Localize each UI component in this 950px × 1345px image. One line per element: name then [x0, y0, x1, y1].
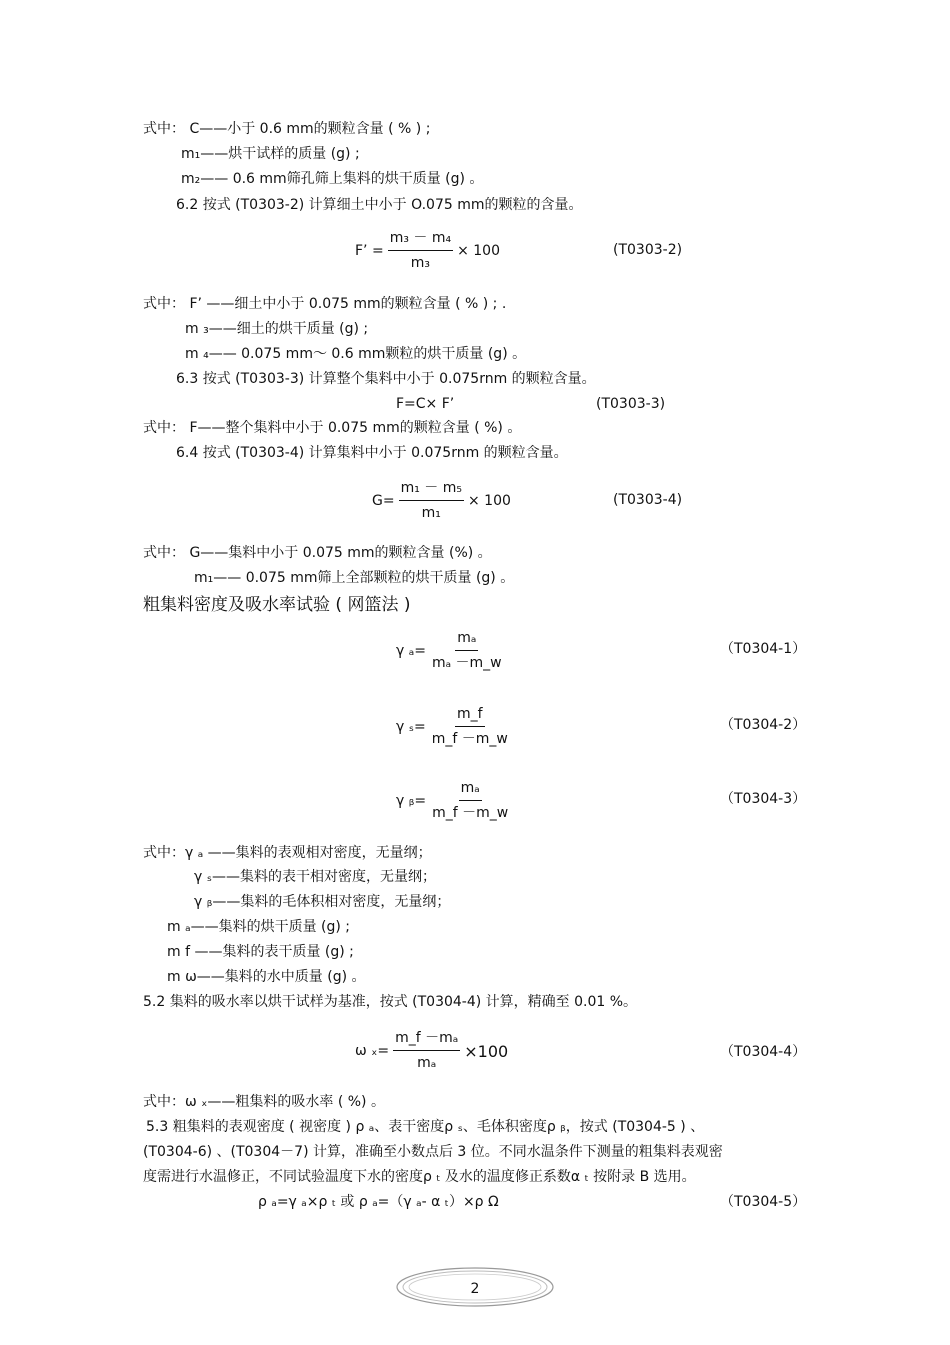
equation-number: （T0304-3） [720, 791, 807, 807]
text-line: m ₃——细土的烘干质量 (g) ; [185, 321, 369, 337]
fraction-denominator: mₐ －m_w [431, 655, 502, 671]
text-line: 6.4 按式 (T0303-4) 计算集料中小于 0.075rnm 的颗粒含量。 [176, 445, 568, 461]
fraction [430, 630, 504, 672]
equation-t0303-4 [372, 480, 511, 522]
equation-lhs: F’ = [355, 243, 384, 259]
equation-t0303-2 [355, 230, 500, 272]
text-line: 式中：ω ₓ——粗集料的吸水率 ( %) 。 [143, 1094, 385, 1110]
equation-lhs: ω ₓ= [355, 1043, 390, 1059]
text-line: m ₐ——集料的烘干质量 (g) ; [167, 919, 350, 935]
text-line: 式中： G——集料中小于 0.075 mm的颗粒含量 (%) 。 [143, 545, 492, 561]
text-line: m₂—— 0.6 mm筛孔筛上集料的烘干质量 (g) 。 [181, 171, 484, 187]
text-line: 6.2 按式 (T0303-2) 计算细土中小于 O.075 mm的颗粒的含量。 [176, 197, 583, 213]
fraction-numerator: mₐ [455, 630, 478, 651]
fraction [393, 1030, 460, 1072]
text-line: 度需进行水温修正，不同试验温度下水的密度ρ ₜ 及水的温度修正系数α ₜ 按附录 B 选用。 [143, 1169, 696, 1185]
text-line: 式中：γ ₐ ——集料的表观相对密度，无量纲； [143, 845, 432, 861]
equation-rhs: × 100 [457, 243, 500, 259]
equation-t0303-3: F=C× F’ [396, 396, 455, 412]
equation-number: （T0304-1） [720, 641, 807, 657]
text-line: 式中： F’ ——细土中小于 0.075 mm的颗粒含量 ( % ) ; . [143, 296, 507, 312]
equation-number: (T0303-2) [613, 242, 683, 258]
equation-rhs: ×100 [464, 1041, 509, 1061]
equation-t0304-1 [396, 630, 504, 672]
text-line: γ ᵦ——集料的毛体积相对密度，无量纲； [194, 894, 451, 910]
equation-number: (T0303-3) [596, 396, 666, 412]
equation-number: （T0304-5） [720, 1194, 807, 1210]
equation-number: （T0304-4） [720, 1044, 807, 1060]
fraction [399, 480, 464, 522]
equation-lhs: G= [372, 493, 395, 509]
text-line: 式中： C——小于 0.6 mm的颗粒含量 ( % ) ; [143, 121, 431, 137]
equation-t0304-5: ρ ₐ=γ ₐ×ρ ₜ 或 ρ ₐ=（γ ₐ- α ₜ）×ρ Ω [258, 1194, 499, 1210]
equation-lhs: γ ₛ= [396, 719, 426, 735]
fraction-denominator: m_f －m_w [432, 805, 509, 821]
fraction-numerator: m₃ － m₄ [388, 230, 453, 251]
fraction-numerator: m_f [455, 706, 485, 727]
fraction-numerator: m₁ － m₅ [399, 480, 464, 501]
equation-t0304-4 [355, 1030, 508, 1072]
text-line: m f ——集料的表干质量 (g) ; [167, 944, 354, 960]
fraction [430, 706, 510, 748]
equation-lhs: γ ₐ= [396, 643, 426, 659]
text-line: 式中： F——整个集料中小于 0.075 mm的颗粒含量 ( %) 。 [143, 420, 522, 436]
equation-t0304-2 [396, 706, 510, 748]
fraction-denominator: m_f －m_w [431, 731, 508, 747]
text-line: m ω——集料的水中质量 (g) 。 [167, 969, 366, 985]
text-line: m₁—— 0.075 mm筛上全部颗粒的烘干质量 (g) 。 [194, 570, 515, 586]
text-line: m₁——烘干试样的质量 (g) ; [181, 146, 360, 162]
fraction-denominator: mₐ [417, 1055, 437, 1071]
equation-rhs: × 100 [468, 493, 511, 509]
text-line: (T0304-6) 、(T0304－7) 计算，准确至小数点后 3 位。不同水温条件下测量的粗集料表观密 [143, 1144, 723, 1160]
equation-t0304-3 [396, 780, 510, 822]
fraction-denominator: m₃ [410, 255, 431, 271]
text-line: 5.2 集料的吸水率以烘干试样为基准，按式 (T0304-4) 计算，精确至 0.01 %。 [143, 994, 638, 1010]
equation-number: (T0303-4) [613, 492, 683, 508]
fraction-denominator: m₁ [421, 505, 441, 521]
text-line: γ ₛ——集料的表干相对密度，无量纲； [194, 869, 436, 885]
fraction [388, 230, 453, 272]
equation-lhs: γ ᵦ= [396, 793, 427, 809]
fraction [430, 780, 510, 822]
equation-number: （T0304-2） [720, 717, 807, 733]
text-line: m ₄—— 0.075 mm～ 0.6 mm颗粒的烘干质量 (g) 。 [185, 346, 527, 362]
page-number: 2 [470, 1281, 480, 1297]
text-line: 6.3 按式 (T0303-3) 计算整个集料中小于 0.075rnm 的颗粒含量。 [176, 371, 596, 387]
fraction-numerator: m_f －mₐ [393, 1030, 460, 1051]
section-heading: 粗集料密度及吸水率试验 ( 网篮法 ) [143, 595, 411, 615]
text-line: 5.3 粗集料的表观密度 ( 视密度 ) ρ ₐ、表干密度ρ ₛ、毛体积密度ρ ᵦ，按式 (T0304-5 ) 、 [146, 1119, 705, 1135]
fraction-numerator: mₐ [459, 780, 482, 801]
